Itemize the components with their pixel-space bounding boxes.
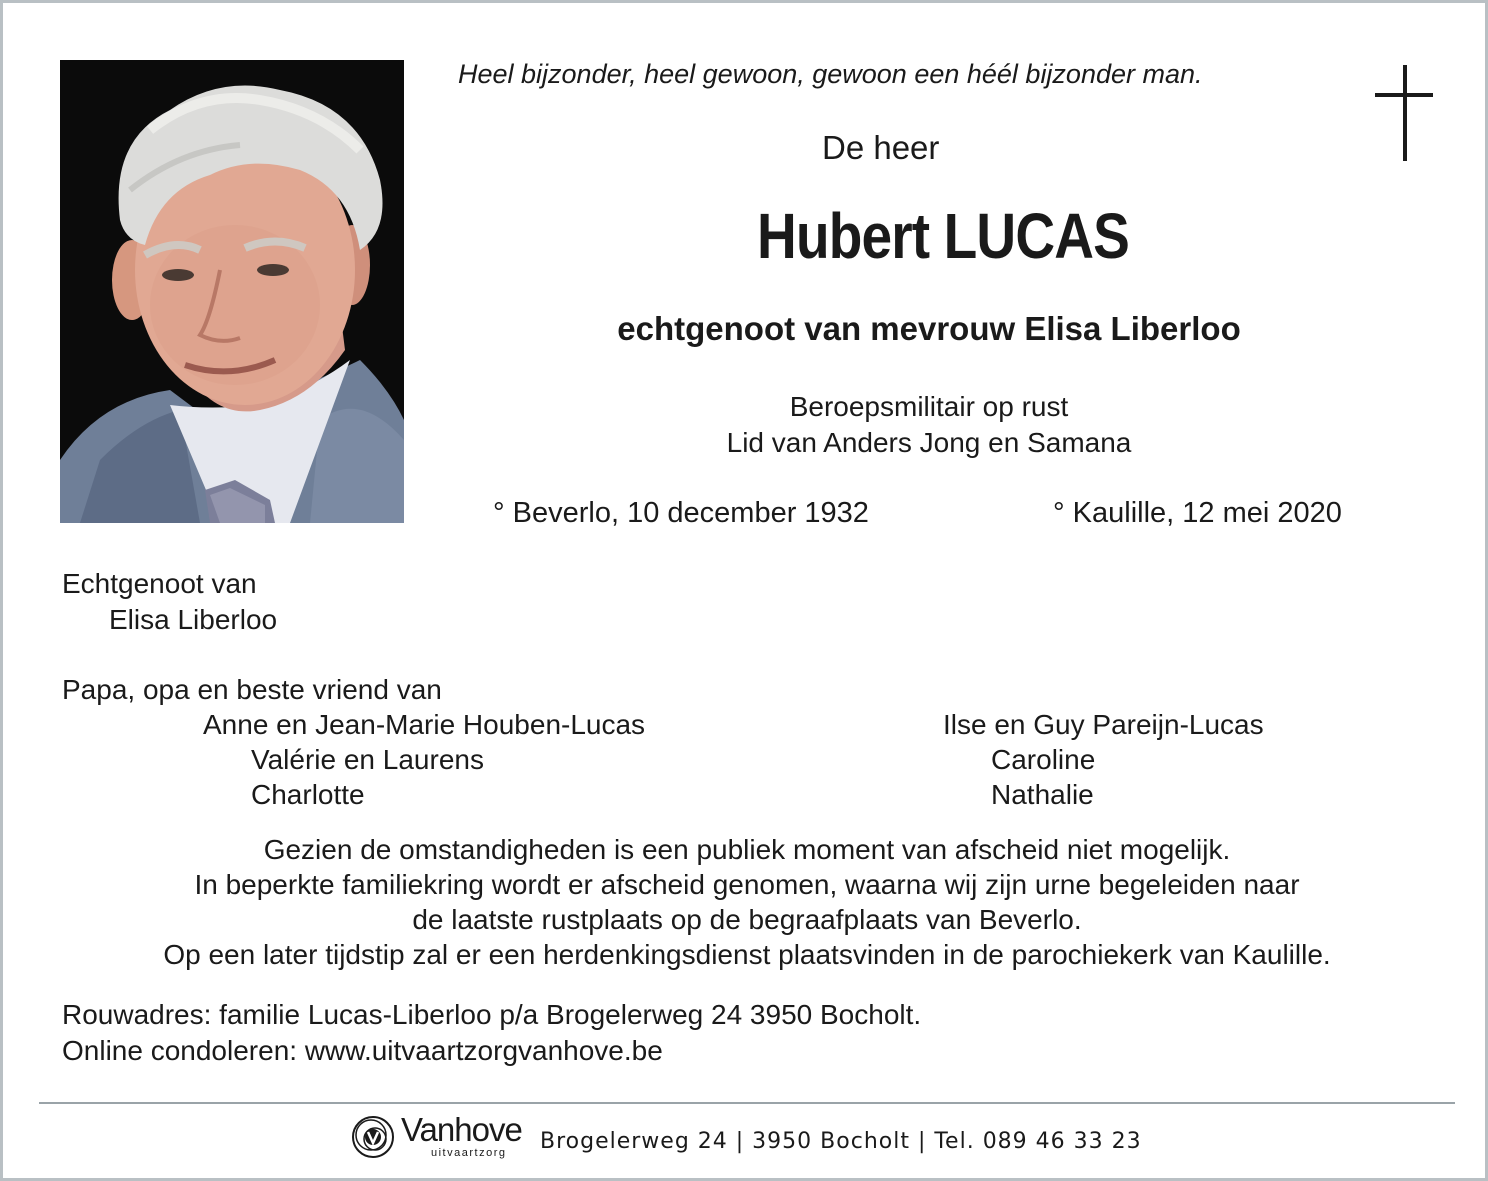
deceased-name: Hubert LUCAS [757,200,1129,272]
family-child: Charlotte [251,779,365,810]
honorific: De heer [822,129,940,166]
role-line: Lid van Anders Jong en Samana [726,427,1132,458]
family-child: Caroline [991,744,1096,775]
footer-divider [39,1102,1455,1104]
spouse-heading: Echtgenoot van [62,568,257,599]
footer-address: Brogelerweg 24 | 3950 Bocholt | Tel. 089 46 33 23 [540,1129,1142,1154]
mourning-address: Rouwadres: familie Lucas-Liberloo p/a Brogelerweg 24 3950 Bocholt. [62,999,922,1030]
cross-icon [1375,65,1433,161]
notice-line: de laatste rustplaats op de begraafplaats van Beverlo. [412,904,1082,935]
notice-line: In beperkte familiekring wordt er afscheid genomen, waarna wij zijn urne begeleiden naar [194,869,1300,900]
role-line: Beroepsmilitair op rust [789,391,1069,422]
birth-date: ° Beverlo, 10 december 1932 [493,497,869,529]
family-child: Valérie en Laurens [251,744,484,775]
motto: Heel bijzonder, heel gewoon, gewoon een héél bijzonder man. [458,59,1203,89]
family-couple-left: Anne en Jean-Marie Houben-Lucas [203,709,646,740]
notice-line: Gezien de omstandigheden is een publiek moment van afscheid niet mogelijk. [263,834,1231,865]
spouse-subtitle: echtgenoot van mevrouw Elisa Liberloo [617,310,1241,347]
vanhove-logo [349,1109,529,1165]
notice-line: Op een later tijdstip zal er een herdenkingsdienst plaatsvinden in de parochiekerk van Kaulille. [163,939,1331,970]
logo-mark-icon [349,1111,401,1163]
logo-name: Vanhove [401,1111,522,1148]
portrait-photo [60,60,404,523]
family-heading: Papa, opa en beste vriend van [62,674,442,705]
family-couple-right: Ilse en Guy Pareijn-Lucas [943,709,1264,740]
logo-subtitle: uitvaartzorg [431,1147,507,1159]
spouse-name: Elisa Liberloo [109,604,278,635]
portrait-illustration [60,60,404,523]
death-date: ° Kaulille, 12 mei 2020 [1053,497,1342,529]
family-child: Nathalie [991,779,1094,810]
online-condolence: Online condoleren: www.uitvaartzorgvanhove.be [62,1035,663,1066]
